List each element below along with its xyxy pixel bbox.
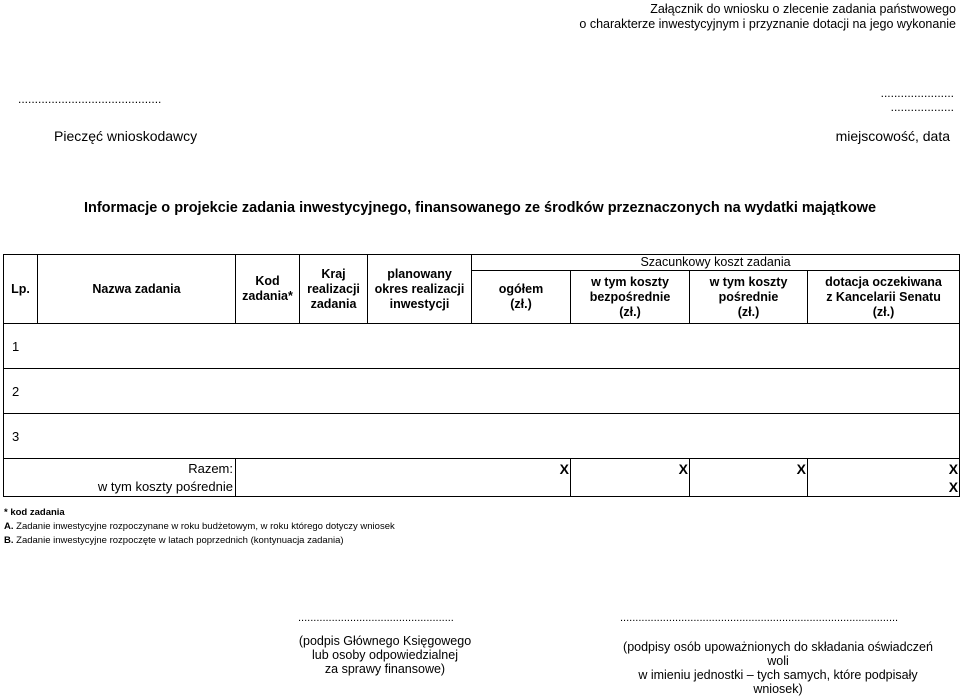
cost-table: [3, 254, 960, 497]
header-total: [472, 271, 571, 324]
place-date-dots: [881, 86, 954, 114]
summary-direct-x: [571, 459, 690, 497]
header-name: Nazwa zadania: [38, 255, 236, 324]
header-code-line-2: zadania*: [242, 289, 293, 303]
header-region-line-3: zadania: [310, 296, 357, 311]
header-lp: Lp.: [4, 255, 38, 324]
legend-text-a: Zadanie inwestycyjne rozpoczynane w roku budżetowym, w roku którego dotyczy wniosek: [16, 521, 395, 532]
header-direct-line-3: (zł.): [619, 304, 641, 319]
document-title: Informacje o projekcie zadania inwestycyjnego, finansowanego ze środków przeznaczonych na wydatki majątkowe: [83, 200, 877, 216]
place-date-dots-line-2: ...................: [890, 100, 954, 114]
summary-total-label: Razem:: [188, 460, 233, 476]
header-code-line-1: Kod: [255, 274, 280, 288]
place-date-dots-line-1: ......................: [880, 86, 954, 100]
header-direct-line-1: w tym koszty: [591, 274, 669, 289]
summary-grant-x: [808, 459, 960, 497]
authorized-signature-caption: [616, 640, 940, 696]
attachment-note-line-2: o charakterze inwestycyjnym i przyznanie dotacji na jego wykonanie: [579, 17, 956, 31]
attachment-note-line-1: Załącznik do wniosku o zlecenie zadania państwowego: [650, 2, 956, 16]
x-mark: X: [948, 460, 959, 477]
header-code: [236, 255, 300, 324]
header-direct: [571, 271, 690, 324]
accountant-caption-line-2: lub osoby odpowiedzialnej: [312, 648, 458, 662]
header-direct-line-2: bezpośrednie: [589, 289, 671, 304]
header-period-line-3: inwestycji: [389, 296, 450, 311]
authorized-caption-line-1: (podpisy osób upoważnionych do składania oświadczeń woli: [623, 640, 933, 668]
header-grant-line-3: (zł.): [872, 304, 895, 319]
header-indirect: [690, 271, 808, 324]
stamp-dots: ...........................................: [18, 92, 162, 106]
x-mark: X: [678, 460, 688, 477]
summary-total-x: [236, 459, 571, 497]
header-cost-group: Szacunkowy koszt zadania: [472, 255, 960, 271]
header-total-line-2: (zł.): [510, 297, 532, 311]
row-number-3: 3: [4, 414, 960, 459]
legend-item-b: [4, 534, 395, 548]
legend-key-a: A.: [4, 521, 14, 532]
attachment-note: [579, 2, 956, 32]
summary-indirect-x: [690, 459, 808, 497]
table-row: [4, 369, 960, 414]
x-mark: X: [796, 460, 806, 477]
legend-item-a: [4, 520, 395, 534]
accountant-signature-caption: [290, 634, 480, 676]
x-mark: X: [948, 478, 959, 495]
header-region-line-1: Kraj: [321, 266, 346, 281]
legend-title: * kod zadania: [4, 507, 65, 518]
header-grant: [808, 271, 960, 324]
header-period-line-1: planowany: [387, 266, 452, 281]
row-number-1: 1: [4, 324, 960, 369]
legend-text-b: Zadanie inwestycyjne rozpoczęte w latach poprzednich (kontynuacja zadania): [16, 535, 344, 546]
table-row: [4, 414, 960, 459]
table-row: [4, 324, 960, 369]
header-grant-line-1: dotacja oczekiwana: [825, 274, 942, 289]
header-indirect-line-3: (zł.): [737, 304, 760, 319]
accountant-caption-line-1: (podpis Głównego Księgowego: [298, 634, 472, 648]
header-region-line-2: realizacji: [307, 281, 360, 296]
stamp-label: Pieczęć wnioskodawcy: [54, 128, 198, 144]
authorized-signature-dots: ...........................................................................................: [620, 612, 899, 624]
summary-labels: [4, 459, 236, 497]
authorized-caption-line-2: w imieniu jednostki – tych samych, które podpisały wniosek): [638, 668, 918, 696]
legend-key-b: B.: [4, 535, 14, 546]
header-indirect-line-2: pośrednie: [718, 289, 779, 304]
header-region: [300, 255, 368, 324]
header-period: [368, 255, 472, 324]
code-legend: [4, 506, 395, 548]
accountant-caption-line-3: za sprawy finansowe): [324, 662, 446, 676]
header-indirect-line-1: w tym koszty: [709, 274, 788, 289]
accountant-signature-dots: ...................................................: [298, 612, 454, 624]
header-grant-line-2: z Kancelarii Senatu: [826, 289, 941, 304]
header-period-line-2: okres realizacji: [374, 281, 465, 296]
summary-indirect-label: w tym koszty pośrednie: [97, 478, 233, 494]
summary-row: [4, 459, 960, 497]
header-total-line-1: ogółem: [498, 282, 544, 296]
x-mark: X: [559, 460, 569, 477]
place-date-label: miejscowość, data: [835, 128, 950, 144]
row-number-2: 2: [4, 369, 960, 414]
